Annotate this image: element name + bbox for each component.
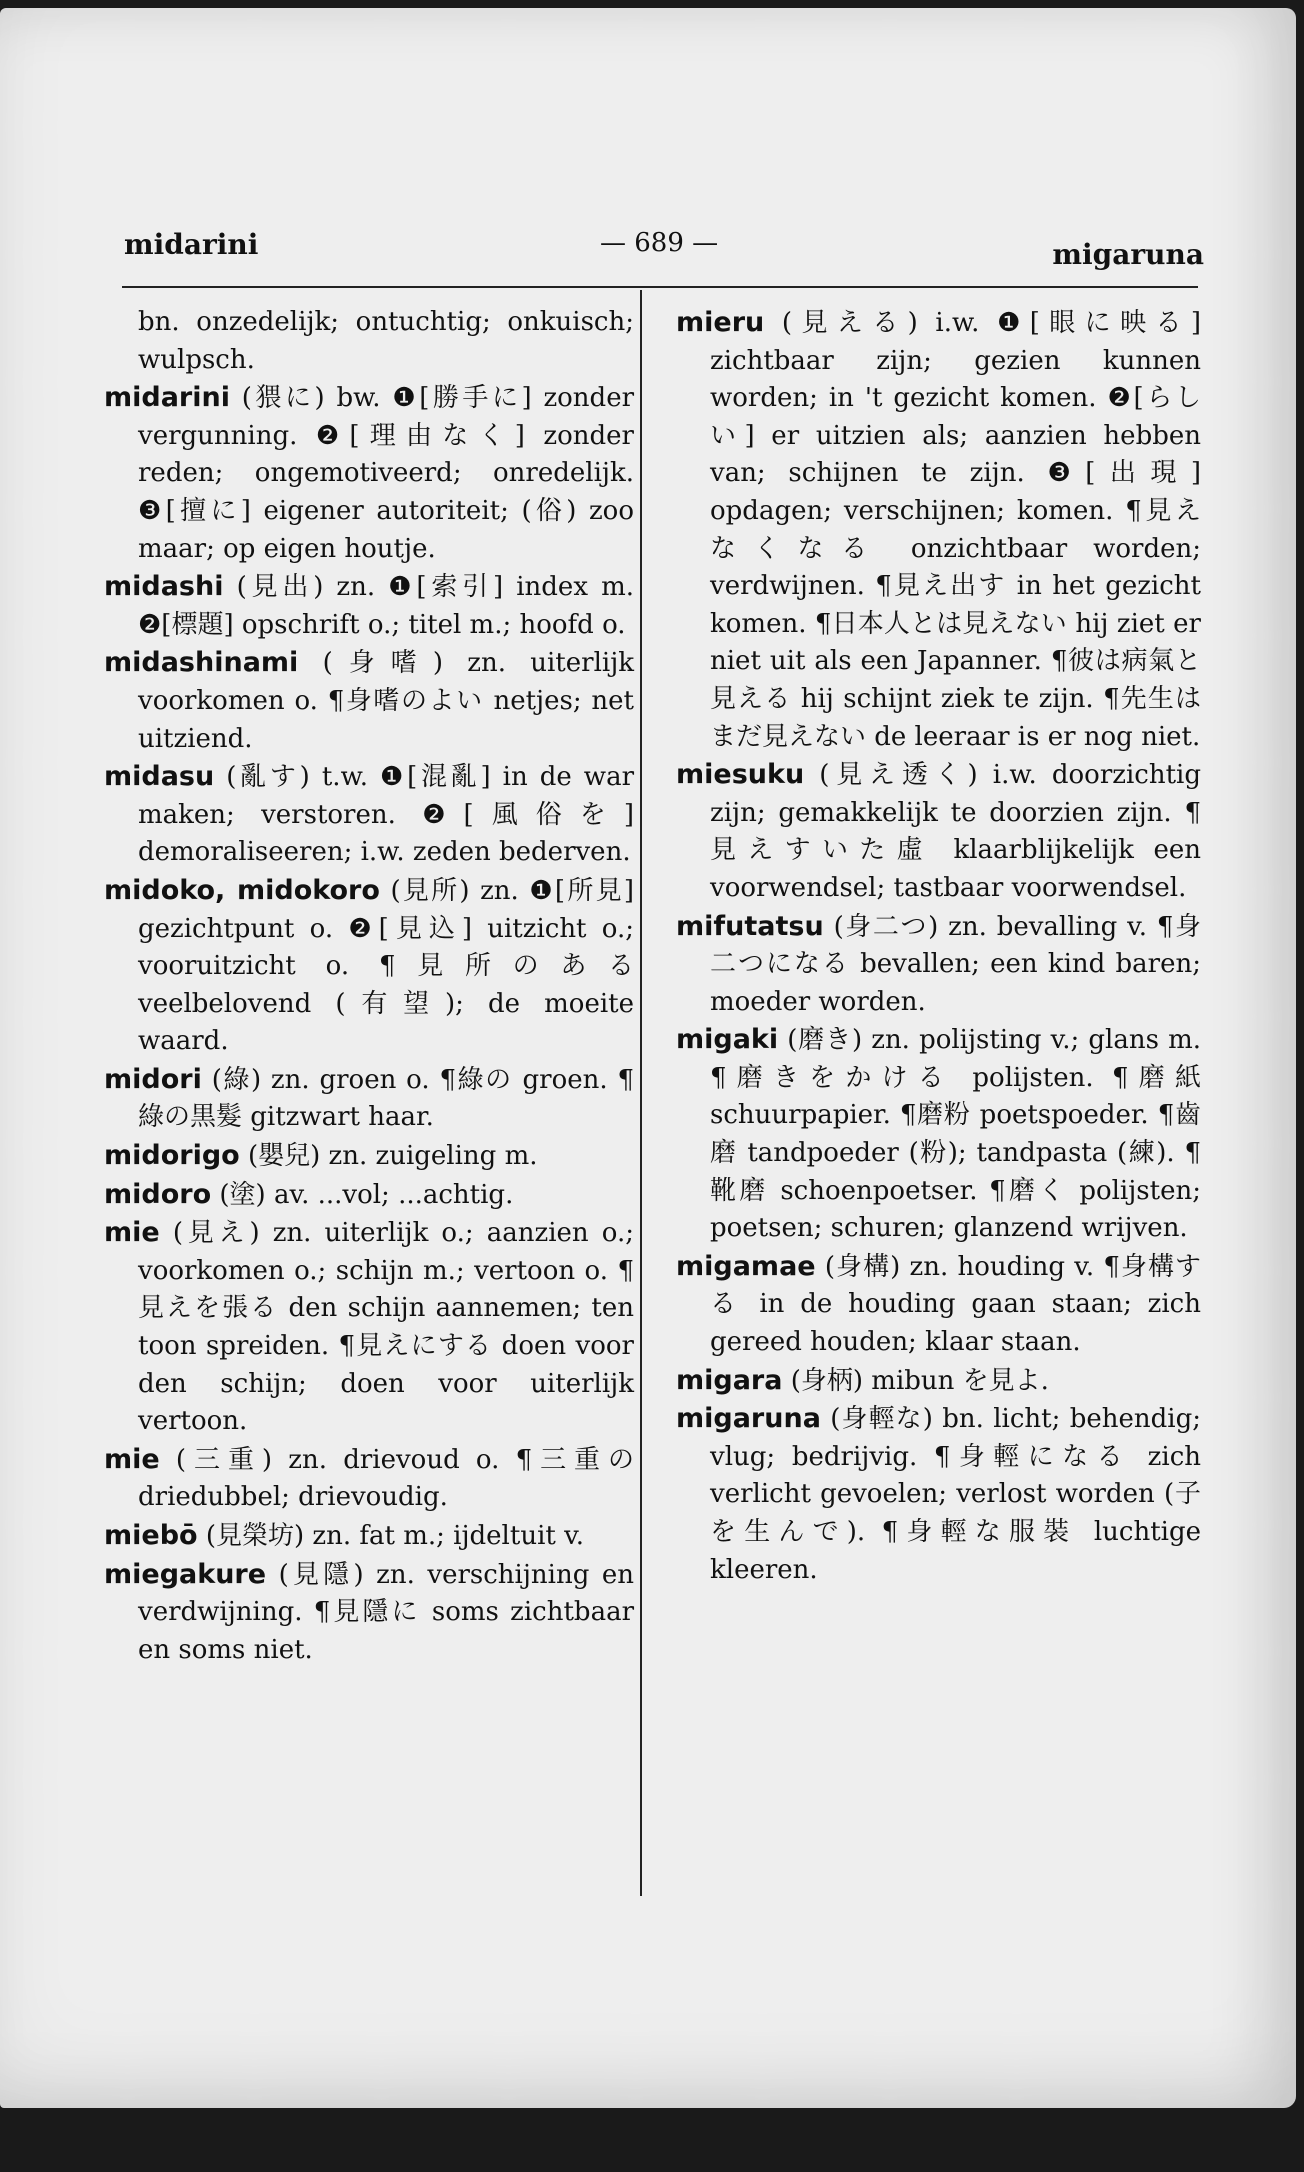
left-guide-word: midarini	[124, 228, 259, 261]
definition-text: (猥に) bw. ❶[勝手に] zonder vergunning. ❷[理由なく] zonder reden; ongemotiveerd; onredelijk. ❸[擅に] eigener autoriteit; (俗) zoo maar; op eigen houtje.	[138, 383, 635, 564]
headword: midorigo	[104, 1140, 240, 1172]
definition-text: (綠) zn. groen o. ¶綠の groen. ¶綠の黒髮 gitzwart haar.	[138, 1064, 635, 1133]
dictionary-entry	[104, 1441, 634, 1517]
headword: migara	[676, 1364, 783, 1396]
definition-text: (身輕な) bn. licht; behendig; vlug; bedrijvig. ¶身輕になる zich verlicht gevoelen; verlost worden (子を生んで). ¶身輕な服裝 luchtige kleeren.	[710, 1404, 1202, 1585]
dictionary-entry	[104, 1061, 634, 1137]
page-header	[120, 228, 1204, 278]
page-number: — 689 —	[600, 228, 719, 258]
definition-text: (塗) av. ...vol; ...achtig.	[219, 1179, 514, 1210]
headword: mifutatsu	[676, 910, 824, 942]
dictionary-entry	[104, 1556, 634, 1670]
definition-text: (見所) zn. ❶[所見] gezichtpunt o. ❷[見込] uitzicht o.; vooruitzicht o. ¶見所のある veelbelovend (有望); de moeite waard.	[138, 875, 634, 1057]
definition-text: (嬰兒) zn. zuigeling m.	[247, 1141, 538, 1172]
dictionary-entry	[676, 756, 1201, 907]
definition-text: (磨き) zn. polijsting v.; glans m. ¶磨きをかける polijsten. ¶磨紙 schuurpapier. ¶磨粉 poetspoeder. ¶齒磨 tandpoeder (粉); tandpasta (練). ¶靴磨 schoenpoetser. ¶磨く polijsten; poetsen; schuren; glanzend wrijven.	[710, 1025, 1201, 1244]
entry-continuation	[104, 304, 634, 379]
headword: mie	[104, 1443, 160, 1475]
headword: midashi	[104, 571, 224, 603]
headword: midoro	[104, 1178, 212, 1210]
dictionary-entry	[104, 379, 634, 568]
dictionary-entry	[104, 758, 634, 872]
dictionary-entry	[676, 304, 1201, 756]
dictionary-page	[0, 8, 1296, 2108]
dictionary-entry	[676, 1362, 1201, 1401]
definition-text: (身柄) mibun を見よ.	[790, 1365, 1049, 1396]
column-divider	[640, 290, 642, 1896]
headword: mie	[104, 1217, 160, 1249]
definition-text: bn. onzedelijk; ontuchtig; onkuisch; wulpsch.	[138, 307, 634, 375]
dictionary-entry	[676, 1400, 1201, 1589]
definition-text: (見え透く) i.w. doorzichtig zijn; gemakkelijk te doorzien zijn. ¶見えすいた虛 klaarblijkelijk een voorwendsel; tastbaar voorwendsel.	[710, 760, 1201, 903]
definition-text: (見隱) zn. verschijning en verdwijning. ¶見隱に soms zichtbaar en soms niet.	[138, 1559, 635, 1665]
dictionary-entry	[104, 1214, 634, 1441]
dictionary-entry	[104, 644, 634, 758]
definition-text: (亂す) t.w. ❶[混亂] in de war maken; verstoren. ❷[風俗を] demoraliseeren; i.w. zeden bederven.	[138, 762, 634, 868]
dictionary-entry	[676, 1248, 1201, 1362]
headword: miegakure	[104, 1558, 267, 1590]
left-column	[104, 304, 634, 1669]
headword: mieru	[676, 307, 765, 338]
dictionary-entry	[676, 908, 1201, 1022]
header-rule	[122, 286, 1198, 288]
definition-text: (三重) zn. drievoud o. ¶三重の driedubbel; drievoudig.	[138, 1444, 635, 1513]
headword: midashinami	[104, 647, 299, 679]
definition-text: (身構) zn. houding v. ¶身構する in de houding gaan staan; zich gereed houden; klaar staan.	[710, 1251, 1201, 1358]
definition-text: (見榮坊) zn. fat m.; ijdeltuit v.	[205, 1521, 584, 1551]
dictionary-entry	[104, 1137, 634, 1176]
headword: miebō	[104, 1520, 198, 1551]
definition-text: (身嗜) zn. uiterlijk voorkomen o. ¶身嗜のよい netjes; net uitziend.	[138, 648, 635, 754]
dictionary-entry	[676, 1021, 1201, 1248]
right-column	[676, 304, 1201, 1589]
right-guide-word: migaruna	[1052, 238, 1204, 271]
headword: midoko, midokoro	[104, 874, 380, 906]
headword: miesuku	[676, 759, 805, 791]
dictionary-entry	[104, 1517, 634, 1556]
definition-text: (見出) zn. ❶[索引] index m. ❷[標題] opschrift o.; titel m.; hoofd o.	[138, 572, 634, 640]
headword: midori	[104, 1063, 202, 1095]
headword: migamae	[676, 1250, 816, 1282]
headword: migaki	[676, 1024, 779, 1056]
definition-text: (見え) zn. uiterlijk o.; aanzien o.; voorkomen o.; schijn m.; vertoon o. ¶見えを張る den schijn aannemen; ten toon spreiden. ¶見えにする doen voor den schijn; doen voor uiterlijk vertoon.	[138, 1218, 634, 1437]
headword: migaruna	[676, 1403, 821, 1435]
definition-text: (見える) i.w. ❶[眼に映る] zichtbaar zijn; gezien kunnen worden; in 't gezicht komen. ❷[らしい] er uitzien als; aanzien hebben van; schijnen te zijn. ❸[出現] opdagen; verschijnen; komen. ¶見えなくなる onzichtbaar worden; verdwijnen. ¶見え出す in het gezicht komen. ¶日本人とは見えない hij ziet er niet uit als een Japanner. ¶彼は病氣と見える hij schijnt ziek te zijn. ¶先生はまだ見えない de leeraar is er nog niet.	[710, 308, 1201, 752]
dictionary-entry	[104, 568, 634, 644]
headword: midarini	[104, 382, 230, 414]
dictionary-entry	[104, 872, 634, 1061]
dictionary-entry	[104, 1176, 634, 1215]
headword: midasu	[104, 761, 215, 793]
definition-text: (身二つ) zn. bevalling v. ¶身二つになる bevallen; een kind baren; moeder worden.	[710, 911, 1201, 1017]
